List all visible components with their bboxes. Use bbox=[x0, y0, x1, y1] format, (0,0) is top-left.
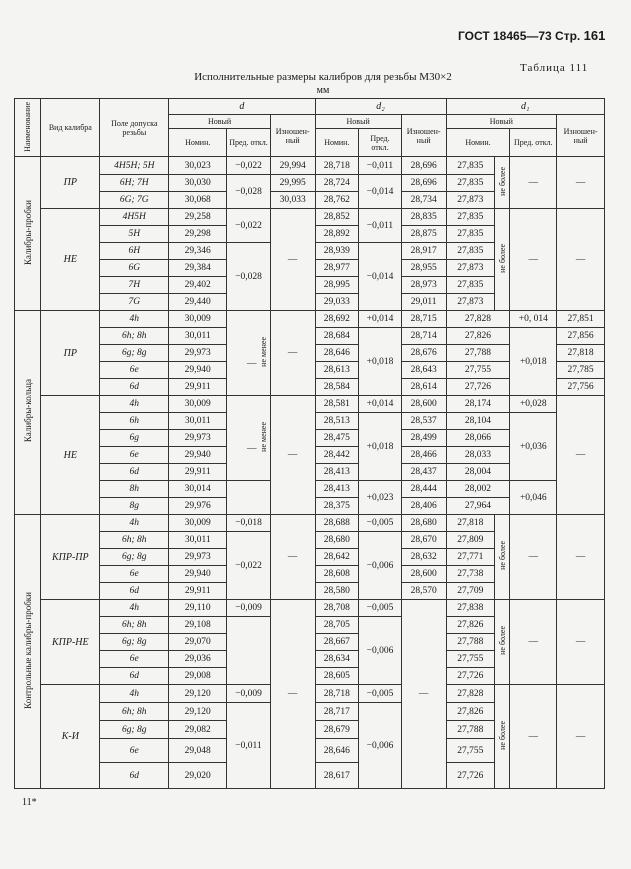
dash: — bbox=[557, 600, 605, 685]
d2-nomin: 28,634 bbox=[315, 651, 359, 668]
tol-cell: 6G bbox=[100, 260, 169, 277]
d2-dev: +0,014 bbox=[359, 311, 402, 328]
d2-worn: 28,734 bbox=[401, 192, 446, 209]
dash: — bbox=[510, 157, 557, 209]
tol-cell: 5H bbox=[100, 226, 169, 243]
group-plugs: Калибры-пробки bbox=[15, 157, 41, 311]
table-title: Исполнительные размеры калибров для резьбы М30×2 bbox=[194, 71, 452, 83]
d1-nomin: 27,788 bbox=[446, 721, 495, 739]
d1-nomin: 27,828 bbox=[446, 311, 510, 328]
d2-worn: 28,955 bbox=[401, 260, 446, 277]
d2-nomin: 28,977 bbox=[315, 260, 359, 277]
d1-nomin: 27,835 bbox=[446, 277, 495, 294]
d1-worn: 27,818 bbox=[557, 345, 605, 362]
d-nomin: 29,973 bbox=[169, 549, 227, 566]
d2-nomin: 28,892 bbox=[315, 226, 359, 243]
tol-cell: 6d bbox=[100, 379, 169, 396]
d1-nomin: 27,826 bbox=[446, 703, 495, 721]
gauge-type: К-И bbox=[41, 685, 100, 789]
d2-worn: 28,499 bbox=[401, 430, 446, 447]
dash: — bbox=[510, 685, 557, 789]
tol-cell: 8h bbox=[100, 481, 169, 498]
dash: — bbox=[557, 209, 605, 311]
d2-nomin: 28,852 bbox=[315, 209, 359, 226]
d1-dev: +0,028 bbox=[510, 396, 557, 413]
table-row bbox=[15, 396, 605, 413]
d-nomin: 29,973 bbox=[169, 430, 227, 447]
gost-header bbox=[458, 28, 605, 43]
d-nomin: 29,108 bbox=[169, 617, 227, 634]
d1-nomin: 28,066 bbox=[446, 430, 510, 447]
tol-cell: 4h bbox=[100, 311, 169, 328]
d2-worn: 28,600 bbox=[401, 566, 446, 583]
d1-nomin: 27,788 bbox=[446, 634, 495, 651]
ne-bolee-marker: не более bbox=[495, 685, 510, 789]
d-nomin: 30,009 bbox=[169, 311, 227, 328]
table-row bbox=[15, 600, 605, 617]
gauge-type: ПР bbox=[41, 311, 100, 396]
ne-menee-marker: — не менее bbox=[227, 396, 271, 481]
d2-dev: +0,018 bbox=[359, 328, 402, 396]
d1-worn: 27,756 bbox=[557, 379, 605, 396]
d2-nomin: 28,717 bbox=[315, 703, 359, 721]
d2-nomin: 28,939 bbox=[315, 243, 359, 260]
d1-nomin: 27,755 bbox=[446, 362, 510, 379]
d1-nomin: 27,726 bbox=[446, 379, 510, 396]
d-nomin: 29,973 bbox=[169, 345, 227, 362]
d1-nomin: 27,755 bbox=[446, 739, 495, 763]
d2-worn: 28,670 bbox=[401, 532, 446, 549]
d1-nomin: 27,809 bbox=[446, 532, 495, 549]
d1-nomin: 27,709 bbox=[446, 583, 495, 600]
d2-nomin: 28,718 bbox=[315, 157, 359, 175]
tol-cell: 6d bbox=[100, 763, 169, 789]
d1-nomin: 27,788 bbox=[446, 345, 510, 362]
tol-cell: 4h bbox=[100, 600, 169, 617]
d2-nomin: 28,642 bbox=[315, 549, 359, 566]
d1-worn: 27,856 bbox=[557, 328, 605, 345]
d-nomin: 29,911 bbox=[169, 583, 227, 600]
d-nomin: 29,298 bbox=[169, 226, 227, 243]
d2-worn: 28,600 bbox=[401, 396, 446, 413]
col-d2-header: d₂ bbox=[315, 99, 446, 115]
d1-dev: +0, 014 bbox=[510, 311, 557, 328]
tol-cell: 6e bbox=[100, 739, 169, 763]
gauge-type: КПР-НЕ bbox=[41, 600, 100, 685]
tol-cell: 6h; 8h bbox=[100, 328, 169, 345]
d-nomin: 29,940 bbox=[169, 566, 227, 583]
d1-nomin-header: Номин. bbox=[446, 129, 510, 157]
dash: — bbox=[510, 600, 557, 685]
gauge-type: НЕ bbox=[41, 396, 100, 515]
d-nomin: 29,036 bbox=[169, 651, 227, 668]
d2-worn: 28,875 bbox=[401, 226, 446, 243]
tol-cell: 6d bbox=[100, 583, 169, 600]
d2-dev: −0,005 bbox=[359, 515, 402, 532]
d2-nomin: 28,684 bbox=[315, 328, 359, 345]
group-rings: Калибры-кольца bbox=[15, 311, 41, 515]
d1-nomin: 27,873 bbox=[446, 260, 495, 277]
gauge-type: КПР-ПР bbox=[41, 515, 100, 600]
d-nomin: 30,009 bbox=[169, 396, 227, 413]
d2-nomin: 28,705 bbox=[315, 617, 359, 634]
d1-pred-header: Пред. откл. bbox=[510, 129, 557, 157]
d2-nomin: 28,581 bbox=[315, 396, 359, 413]
d-dev: −0,022 bbox=[227, 532, 271, 600]
tol-cell: 6g; 8g bbox=[100, 345, 169, 362]
d2-worn: 28,466 bbox=[401, 447, 446, 464]
d2-nomin: 28,442 bbox=[315, 447, 359, 464]
tol-cell: 6d bbox=[100, 464, 169, 481]
dash: — bbox=[557, 685, 605, 789]
d-worn: 29,995 bbox=[270, 175, 315, 192]
d-nomin: 29,346 bbox=[169, 243, 227, 260]
d2-nomin: 28,679 bbox=[315, 721, 359, 739]
gauge-type: НЕ bbox=[41, 209, 100, 311]
d2-dev: −0,006 bbox=[359, 532, 402, 600]
d-worn: 30,033 bbox=[270, 192, 315, 209]
table-row bbox=[15, 157, 605, 175]
tol-cell: 7H bbox=[100, 277, 169, 294]
d-nomin: 29,976 bbox=[169, 498, 227, 515]
ne-menee-marker: — не менее bbox=[227, 311, 271, 396]
d1-nomin: 27,826 bbox=[446, 617, 495, 634]
d1-new-header: Новый bbox=[446, 115, 557, 129]
dash: — bbox=[557, 157, 605, 209]
tol-cell: 6g bbox=[100, 430, 169, 447]
ne-bolee-marker: не более bbox=[495, 600, 510, 685]
d-nomin: 30,030 bbox=[169, 175, 227, 192]
tol-cell: 8g bbox=[100, 498, 169, 515]
d-dev: −0,009 bbox=[227, 685, 271, 703]
d1-nomin: 27,873 bbox=[446, 294, 495, 311]
d1-nomin: 27,835 bbox=[446, 226, 495, 243]
tol-cell: 6e bbox=[100, 362, 169, 379]
col-name-header: Наименование bbox=[15, 99, 41, 157]
d1-nomin: 27,838 bbox=[446, 600, 495, 617]
group-control: Контрольные калибры-пробки bbox=[15, 515, 41, 789]
tol-cell: 6h; 8h bbox=[100, 617, 169, 634]
d-dev: −0,028 bbox=[227, 243, 271, 311]
d-nomin: 30,011 bbox=[169, 328, 227, 345]
d-nomin: 30,011 bbox=[169, 413, 227, 430]
tol-cell: 6h; 8h bbox=[100, 703, 169, 721]
d2-worn: 28,570 bbox=[401, 583, 446, 600]
d2-worn: 28,680 bbox=[401, 515, 446, 532]
d1-dev: +0,036 bbox=[510, 413, 557, 481]
d-nomin: 29,008 bbox=[169, 668, 227, 685]
d1-nomin: 27,835 bbox=[446, 209, 495, 226]
d-dev: −0,011 bbox=[227, 703, 271, 789]
d1-nomin: 27,964 bbox=[446, 498, 510, 515]
d2-nomin: 28,580 bbox=[315, 583, 359, 600]
tol-cell: 6e bbox=[100, 447, 169, 464]
d2-nomin: 28,475 bbox=[315, 430, 359, 447]
d2-worn: 29,011 bbox=[401, 294, 446, 311]
d2-worn: 28,437 bbox=[401, 464, 446, 481]
d-nomin: 30,009 bbox=[169, 515, 227, 532]
ne-bolee-marker: не более bbox=[495, 209, 510, 311]
tol-cell: 4h bbox=[100, 396, 169, 413]
d-dev: −0,028 bbox=[227, 175, 271, 209]
tol-cell: 4H5H bbox=[100, 209, 169, 226]
d-nomin: 29,402 bbox=[169, 277, 227, 294]
d2-nomin: 28,724 bbox=[315, 175, 359, 192]
d-dev: −0,018 bbox=[227, 515, 271, 532]
d2-worn: 28,537 bbox=[401, 413, 446, 430]
d1-nomin: 28,174 bbox=[446, 396, 510, 413]
d1-nomin: 27,818 bbox=[446, 515, 495, 532]
d2-nomin: 28,646 bbox=[315, 739, 359, 763]
d-nomin: 29,384 bbox=[169, 260, 227, 277]
d1-worn: 27,851 bbox=[557, 311, 605, 328]
d2-worn: 28,973 bbox=[401, 277, 446, 294]
d2-dev: −0,006 bbox=[359, 703, 402, 789]
d2-nomin: 28,375 bbox=[315, 498, 359, 515]
footer-page-mark: 11* bbox=[22, 797, 37, 808]
gauge-type: ПР bbox=[41, 157, 100, 209]
col-type-header: Вид калибра bbox=[41, 99, 100, 157]
col-d1-header: d₁ bbox=[446, 99, 605, 115]
d-nomin: 30,023 bbox=[169, 157, 227, 175]
d2-dev: −0,011 bbox=[359, 209, 402, 243]
d2-worn: 28,696 bbox=[401, 157, 446, 175]
d2-nomin: 28,718 bbox=[315, 685, 359, 703]
ne-bolee-marker: не более bbox=[495, 515, 510, 600]
d-pred-header: Пред. откл. bbox=[227, 129, 271, 157]
d2-worn: 28,643 bbox=[401, 362, 446, 379]
tol-cell: 4H5H; 5H bbox=[100, 157, 169, 175]
d-nomin: 29,020 bbox=[169, 763, 227, 789]
d2-worn: 28,444 bbox=[401, 481, 446, 498]
d2-dev: −0,006 bbox=[359, 617, 402, 685]
d2-nomin: 28,605 bbox=[315, 668, 359, 685]
d-nomin: 30,011 bbox=[169, 532, 227, 549]
d2-dev: −0,014 bbox=[359, 243, 402, 311]
d2-nomin-header: Номин. bbox=[315, 129, 359, 157]
d2-nomin: 28,613 bbox=[315, 362, 359, 379]
d2-dev: +0,018 bbox=[359, 413, 402, 481]
d1-worn: 27,785 bbox=[557, 362, 605, 379]
d1-nomin: 27,835 bbox=[446, 175, 495, 192]
d2-worn: 28,714 bbox=[401, 328, 446, 345]
tol-cell: 4h bbox=[100, 515, 169, 532]
d1-dev: +0,018 bbox=[510, 328, 557, 396]
d-nomin: 29,911 bbox=[169, 464, 227, 481]
d2-worn: 28,696 bbox=[401, 175, 446, 192]
d2-worn: 28,632 bbox=[401, 549, 446, 566]
tol-cell: 6H; 7H bbox=[100, 175, 169, 192]
d2-worn: 28,917 bbox=[401, 243, 446, 260]
tol-cell: 7G bbox=[100, 294, 169, 311]
d2-nomin: 29,033 bbox=[315, 294, 359, 311]
d2-nomin: 28,513 bbox=[315, 413, 359, 430]
gost-standard: ГОСТ 18465—73 Стр. bbox=[458, 29, 581, 43]
dash: — bbox=[557, 515, 605, 600]
d2-worn: 28,835 bbox=[401, 209, 446, 226]
d1-nomin: 28,004 bbox=[446, 464, 510, 481]
d2-nomin: 28,413 bbox=[315, 481, 359, 498]
d2-worn: 28,406 bbox=[401, 498, 446, 515]
d-nomin: 29,048 bbox=[169, 739, 227, 763]
d-nomin: 29,911 bbox=[169, 379, 227, 396]
tol-cell: 6e bbox=[100, 651, 169, 668]
d2-nomin: 28,608 bbox=[315, 566, 359, 583]
d2-nomin: 28,646 bbox=[315, 345, 359, 362]
d2-dev: −0,014 bbox=[359, 175, 402, 209]
d1-dev: +0,046 bbox=[510, 481, 557, 515]
d-dev: −0,022 bbox=[227, 157, 271, 175]
d2-dev: +0,014 bbox=[359, 396, 402, 413]
d2-nomin: 28,667 bbox=[315, 634, 359, 651]
d1-nomin: 27,755 bbox=[446, 651, 495, 668]
ne-bolee-marker: не более bbox=[495, 157, 510, 209]
d-worn: 29,994 bbox=[270, 157, 315, 175]
d1-nomin: 27,835 bbox=[446, 157, 495, 175]
d1-nomin: 28,002 bbox=[446, 481, 510, 498]
d-nomin: 29,940 bbox=[169, 362, 227, 379]
d-dev: −0,022 bbox=[227, 209, 271, 243]
tol-cell: 6h; 8h bbox=[100, 532, 169, 549]
col-tol-header: Поле допуска резьбы bbox=[100, 99, 169, 157]
tol-cell: 6g; 8g bbox=[100, 549, 169, 566]
d2-pred-header: Пред. откл. bbox=[359, 129, 402, 157]
tol-cell: 6d bbox=[100, 668, 169, 685]
d1-nomin: 28,033 bbox=[446, 447, 510, 464]
d-nomin: 29,082 bbox=[169, 721, 227, 739]
d1-nomin: 27,835 bbox=[446, 243, 495, 260]
tol-cell: 6e bbox=[100, 566, 169, 583]
d-nomin: 29,120 bbox=[169, 685, 227, 703]
table-row bbox=[15, 209, 605, 226]
tol-cell: 6H bbox=[100, 243, 169, 260]
d-dev: −0,009 bbox=[227, 600, 271, 617]
d-new-header: Новый bbox=[169, 115, 271, 129]
d2-nomin: 28,413 bbox=[315, 464, 359, 481]
tol-cell: 6g; 8g bbox=[100, 634, 169, 651]
d1-nomin: 27,828 bbox=[446, 685, 495, 703]
d2-dev: −0,005 bbox=[359, 685, 402, 703]
d2-nomin: 28,584 bbox=[315, 379, 359, 396]
tol-cell: 6h bbox=[100, 413, 169, 430]
table-label: Таблица 111 bbox=[520, 62, 589, 74]
d1-nomin: 27,726 bbox=[446, 763, 495, 789]
d2-new-header: Новый bbox=[315, 115, 401, 129]
gauge-dimensions-table bbox=[14, 98, 605, 789]
d2-nomin: 28,762 bbox=[315, 192, 359, 209]
d2-nomin: 28,617 bbox=[315, 763, 359, 789]
dash: — bbox=[270, 515, 315, 600]
d1-nomin: 27,738 bbox=[446, 566, 495, 583]
d2-worn: 28,614 bbox=[401, 379, 446, 396]
d2-dev: −0,011 bbox=[359, 157, 402, 175]
d2-worn: 28,715 bbox=[401, 311, 446, 328]
tol-cell: 6g; 8g bbox=[100, 721, 169, 739]
d2-nomin: 28,995 bbox=[315, 277, 359, 294]
d-nomin-header: Номин. bbox=[169, 129, 227, 157]
d-nomin: 29,120 bbox=[169, 703, 227, 721]
d-nomin: 29,070 bbox=[169, 634, 227, 651]
dash: — bbox=[557, 396, 605, 515]
d-nomin: 30,068 bbox=[169, 192, 227, 209]
d2-worn-header: Изношен-ный bbox=[401, 115, 446, 157]
d2-worn: 28,676 bbox=[401, 345, 446, 362]
tol-cell: 4h bbox=[100, 685, 169, 703]
d2-dev: +0,023 bbox=[359, 481, 402, 515]
d1-nomin: 27,726 bbox=[446, 668, 495, 685]
d-nomin: 29,440 bbox=[169, 294, 227, 311]
d2-dev: −0,005 bbox=[359, 600, 402, 617]
table-row bbox=[15, 311, 605, 328]
d-nomin: 29,940 bbox=[169, 447, 227, 464]
d1-worn-header: Изношен-ный bbox=[557, 115, 605, 157]
table-row bbox=[15, 515, 605, 532]
d1-nomin: 28,104 bbox=[446, 413, 510, 430]
d-worn-header: Изношен-ный bbox=[270, 115, 315, 157]
d1-nomin: 27,873 bbox=[446, 192, 495, 209]
table-unit: мм bbox=[316, 85, 330, 96]
d-nomin: 29,110 bbox=[169, 600, 227, 617]
d2-nomin: 28,688 bbox=[315, 515, 359, 532]
d2-nomin: 28,692 bbox=[315, 311, 359, 328]
d-nomin: 30,014 bbox=[169, 481, 227, 498]
dash: — bbox=[270, 311, 315, 396]
tol-cell: 6G; 7G bbox=[100, 192, 169, 209]
d2-nomin: 28,708 bbox=[315, 600, 359, 617]
dash: — bbox=[401, 600, 446, 789]
col-d-header: d bbox=[169, 99, 315, 115]
d1-nomin: 27,771 bbox=[446, 549, 495, 566]
page-number: 161 bbox=[583, 28, 606, 43]
d-nomin: 29,258 bbox=[169, 209, 227, 226]
dash: — bbox=[270, 209, 315, 311]
d1-nomin: 27,826 bbox=[446, 328, 510, 345]
dash: — bbox=[510, 209, 557, 311]
dash: — bbox=[510, 515, 557, 600]
dash: — bbox=[270, 396, 315, 515]
dash: — bbox=[270, 600, 315, 789]
d2-nomin: 28,680 bbox=[315, 532, 359, 549]
